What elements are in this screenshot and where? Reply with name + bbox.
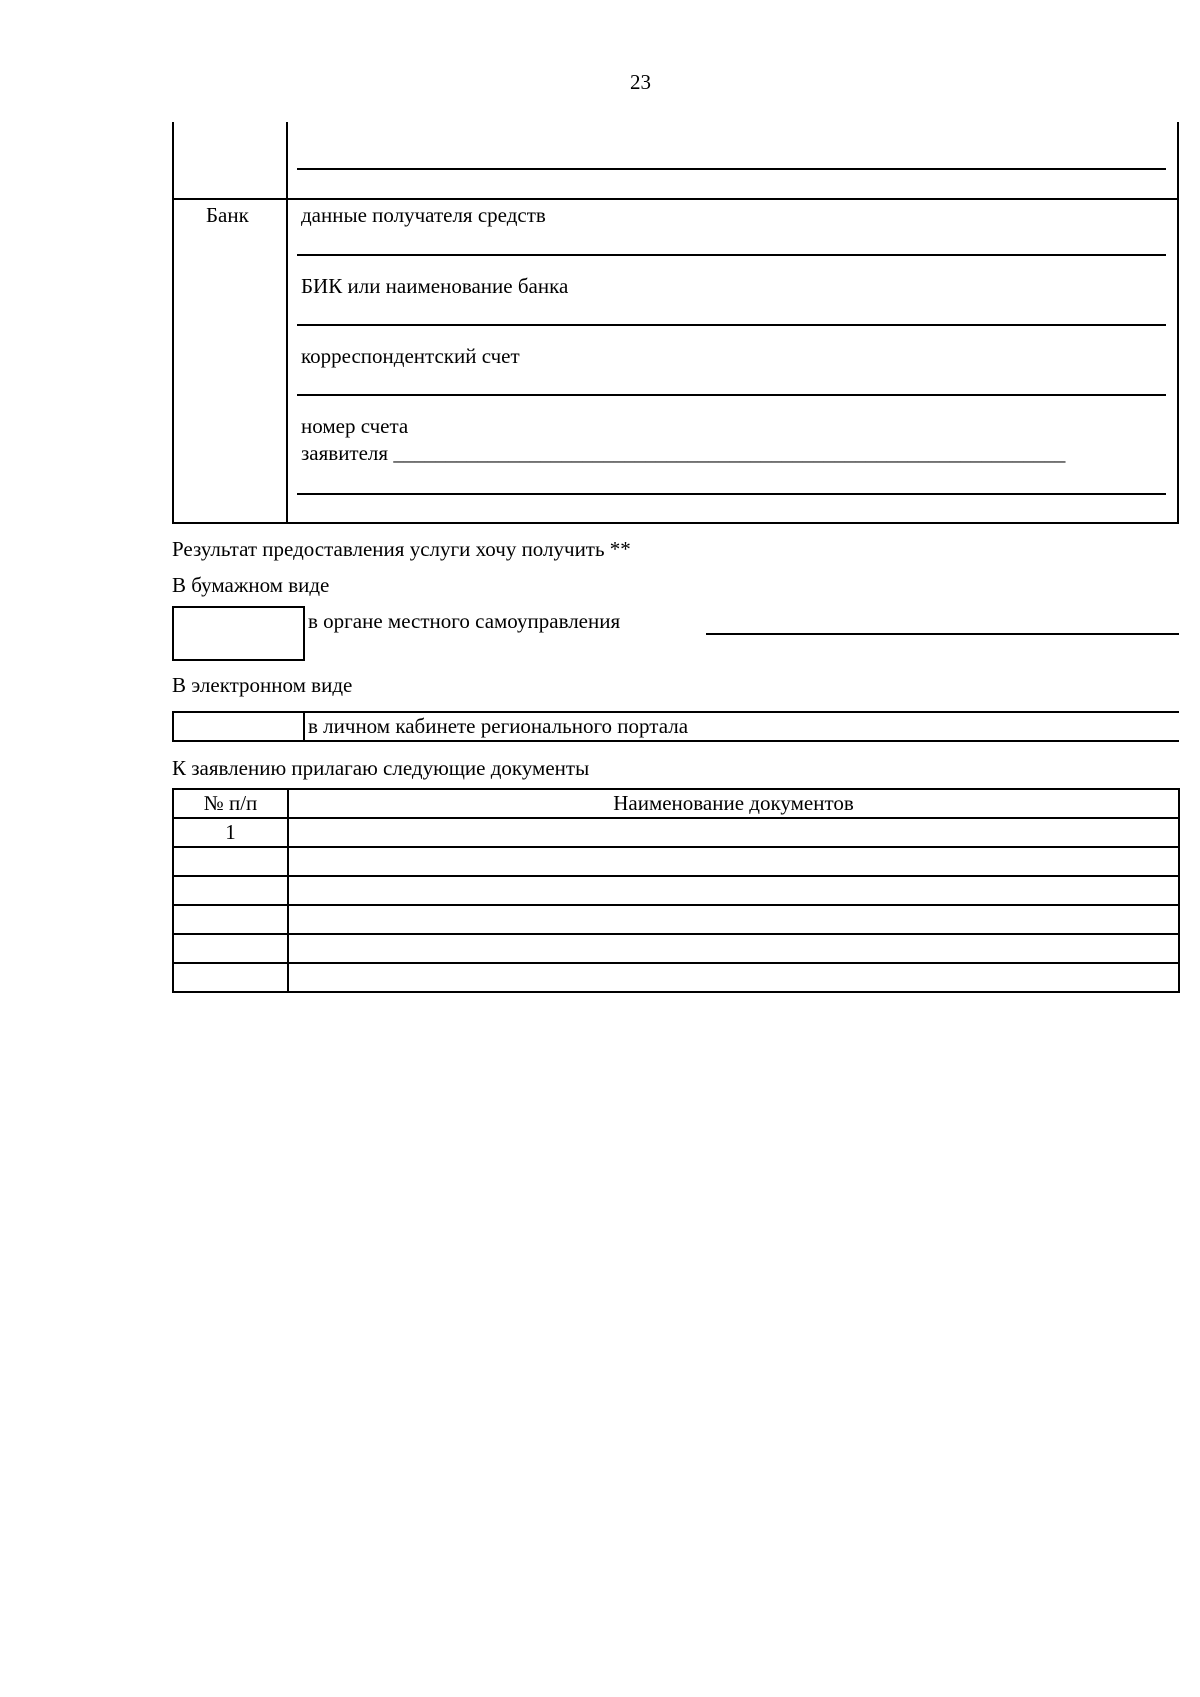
paper-option-line[interactable] — [706, 633, 1179, 635]
row-separator — [172, 198, 1179, 200]
table-left-border — [172, 122, 174, 524]
documents-heading: К заявлению прилагаю следующие документы — [172, 756, 590, 780]
table-row — [173, 818, 1179, 847]
column-header-number: № п/п — [173, 789, 288, 818]
table-row — [173, 847, 1179, 876]
recipient-data-line[interactable] — [297, 254, 1166, 256]
applicant-account-line[interactable] — [297, 493, 1166, 495]
recipient-data-label: данные получателя средств — [301, 203, 546, 227]
table-row — [173, 963, 1179, 992]
page-number: 23 — [630, 70, 651, 94]
document-name-cell[interactable] — [288, 847, 1179, 876]
document-name-cell[interactable] — [288, 818, 1179, 847]
row-number-cell[interactable] — [173, 905, 288, 934]
paper-checkbox[interactable] — [172, 606, 305, 661]
correspondent-account-label: корреспондентский счет — [301, 344, 520, 368]
documents-table — [172, 788, 1180, 993]
electronic-row-top — [172, 711, 1179, 713]
table-row — [173, 934, 1179, 963]
correspondent-account-line[interactable] — [297, 394, 1166, 396]
table-row — [173, 876, 1179, 905]
electronic-row-divider — [303, 711, 305, 742]
table-divider — [286, 122, 288, 524]
bik-label: БИК или наименование банка — [301, 274, 569, 298]
result-heading: Результат предоставления услуги хочу получить ** — [172, 537, 631, 561]
electronic-checkbox[interactable] — [172, 711, 305, 742]
document-name-cell[interactable] — [288, 876, 1179, 905]
table-bottom-border — [172, 522, 1179, 524]
paper-heading: В бумажном виде — [172, 573, 330, 597]
table-row — [173, 905, 1179, 934]
bank-label: Банк — [206, 203, 249, 227]
electronic-row-bottom — [172, 740, 1179, 742]
electronic-heading: В электронном виде — [172, 673, 353, 697]
document-name-cell[interactable] — [288, 905, 1179, 934]
paper-option-label: в органе местного самоуправления — [308, 609, 621, 633]
bik-line[interactable] — [297, 324, 1166, 326]
row-number-cell[interactable] — [173, 934, 288, 963]
row-number-cell[interactable] — [173, 876, 288, 905]
document-name-cell[interactable] — [288, 963, 1179, 992]
column-header-name: Наименование документов — [288, 789, 1179, 818]
documents-header-row — [173, 789, 1179, 818]
row-number-cell[interactable]: 1 — [173, 818, 288, 847]
table-right-border — [1177, 122, 1179, 524]
row-number-cell[interactable] — [173, 963, 288, 992]
document-name-cell[interactable] — [288, 934, 1179, 963]
continued-row-fill-line[interactable] — [297, 168, 1166, 170]
applicant-account-label: заявителя ________________________________________________________________ — [301, 441, 1066, 465]
electronic-option-label: в личном кабинете регионального портала — [308, 714, 689, 738]
account-number-label: номер счета — [301, 414, 409, 438]
row-number-cell[interactable] — [173, 847, 288, 876]
